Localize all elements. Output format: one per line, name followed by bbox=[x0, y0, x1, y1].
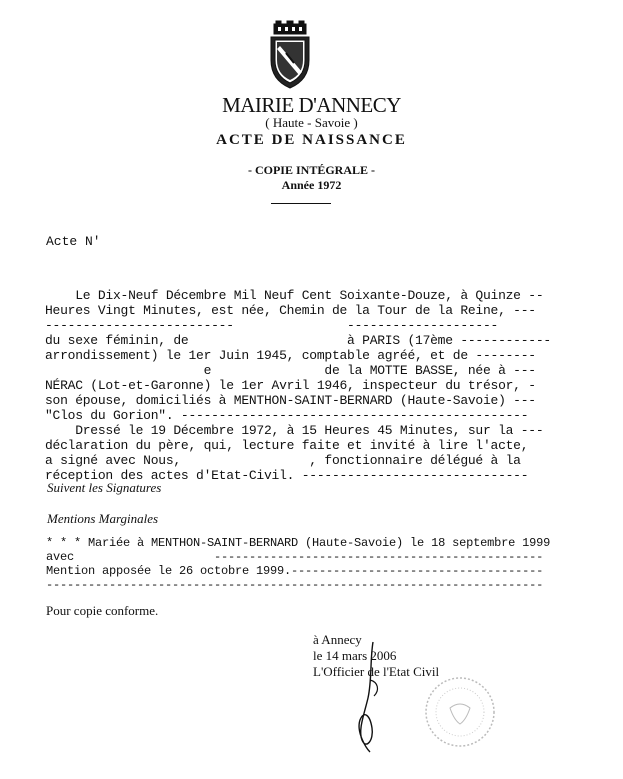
mention-line: Mention apposée le 26 octobre 1999.------------------------------------ bbox=[46, 564, 544, 578]
annecy-coat-of-arms-icon bbox=[266, 20, 314, 92]
official-seal-stamp-icon bbox=[420, 672, 500, 752]
mairie-title: MAIRIE D'ANNECY bbox=[222, 93, 401, 117]
body-line: réception des actes d'Etat-Civil. ------------------------------ bbox=[45, 468, 529, 483]
mention-line: ----------------------------------------------------------------------- bbox=[46, 578, 544, 592]
copie-integrale-label: - COPIE INTÉGRALE - bbox=[247, 163, 375, 177]
body-line: "Clos du Gorion". ---------------------------------------------- bbox=[45, 408, 529, 423]
body-line: déclaration du père, qui, lecture faite et invité à lire l'acte, bbox=[45, 438, 529, 453]
acte-number-label: Acte N' bbox=[46, 234, 101, 249]
signature-officer: L'Officier de l'Etat Civil bbox=[313, 664, 440, 679]
body-line: a signé avec Nous, , fonctionnaire délégué à la bbox=[45, 453, 521, 468]
body-line: e de la MOTTE BASSE, née à --- bbox=[45, 363, 536, 378]
departement-label: ( Haute - Savoie ) bbox=[265, 115, 358, 130]
mentions-marginales-heading: Mentions Marginales bbox=[47, 511, 159, 526]
body-line: Le Dix-Neuf Décembre Mil Neuf Cent Soixante-Douze, à Quinze -- bbox=[45, 288, 544, 303]
mention-line: avec ----------------------------------------------- bbox=[46, 550, 544, 564]
body-line: du sexe féminin, de à PARIS (17ème ------------ bbox=[45, 333, 551, 348]
body-line: NÉRAC (Lot-et-Garonne) le 1er Avril 1946, inspecteur du trésor, - bbox=[45, 378, 536, 393]
header-divider bbox=[271, 203, 331, 204]
body-line: Dressé le 19 Décembre 1972, à 15 Heures 45 Minutes, sur la --- bbox=[45, 423, 544, 438]
signature-place: à Annecy bbox=[313, 632, 362, 647]
mention-line: * * * Mariée à MENTHON-SAINT-BERNARD (Haute-Savoie) le 18 septembre 1999 bbox=[46, 536, 551, 550]
body-line: arrondissement) le 1er Juin 1945, comptable agréé, et de -------- bbox=[45, 348, 536, 363]
annee-label: Année 1972 bbox=[281, 178, 342, 192]
document-title: ACTE DE NAISSANCE bbox=[216, 132, 407, 148]
body-line: ------------------------- -------------------- bbox=[45, 318, 499, 333]
body-line: son épouse, domiciliés à MENTHON-SAINT-BERNARD (Haute-Savoie) --- bbox=[45, 393, 536, 408]
copie-conforme-label: Pour copie conforme. bbox=[46, 603, 159, 618]
suivent-signatures-heading: Suivent les Signatures bbox=[47, 480, 162, 495]
signature-date: le 14 mars 2006 bbox=[313, 648, 397, 663]
body-line: Heures Vingt Minutes, est née, Chemin de la Tour de la Reine, --- bbox=[45, 303, 536, 318]
handwritten-signature-icon bbox=[340, 640, 400, 755]
